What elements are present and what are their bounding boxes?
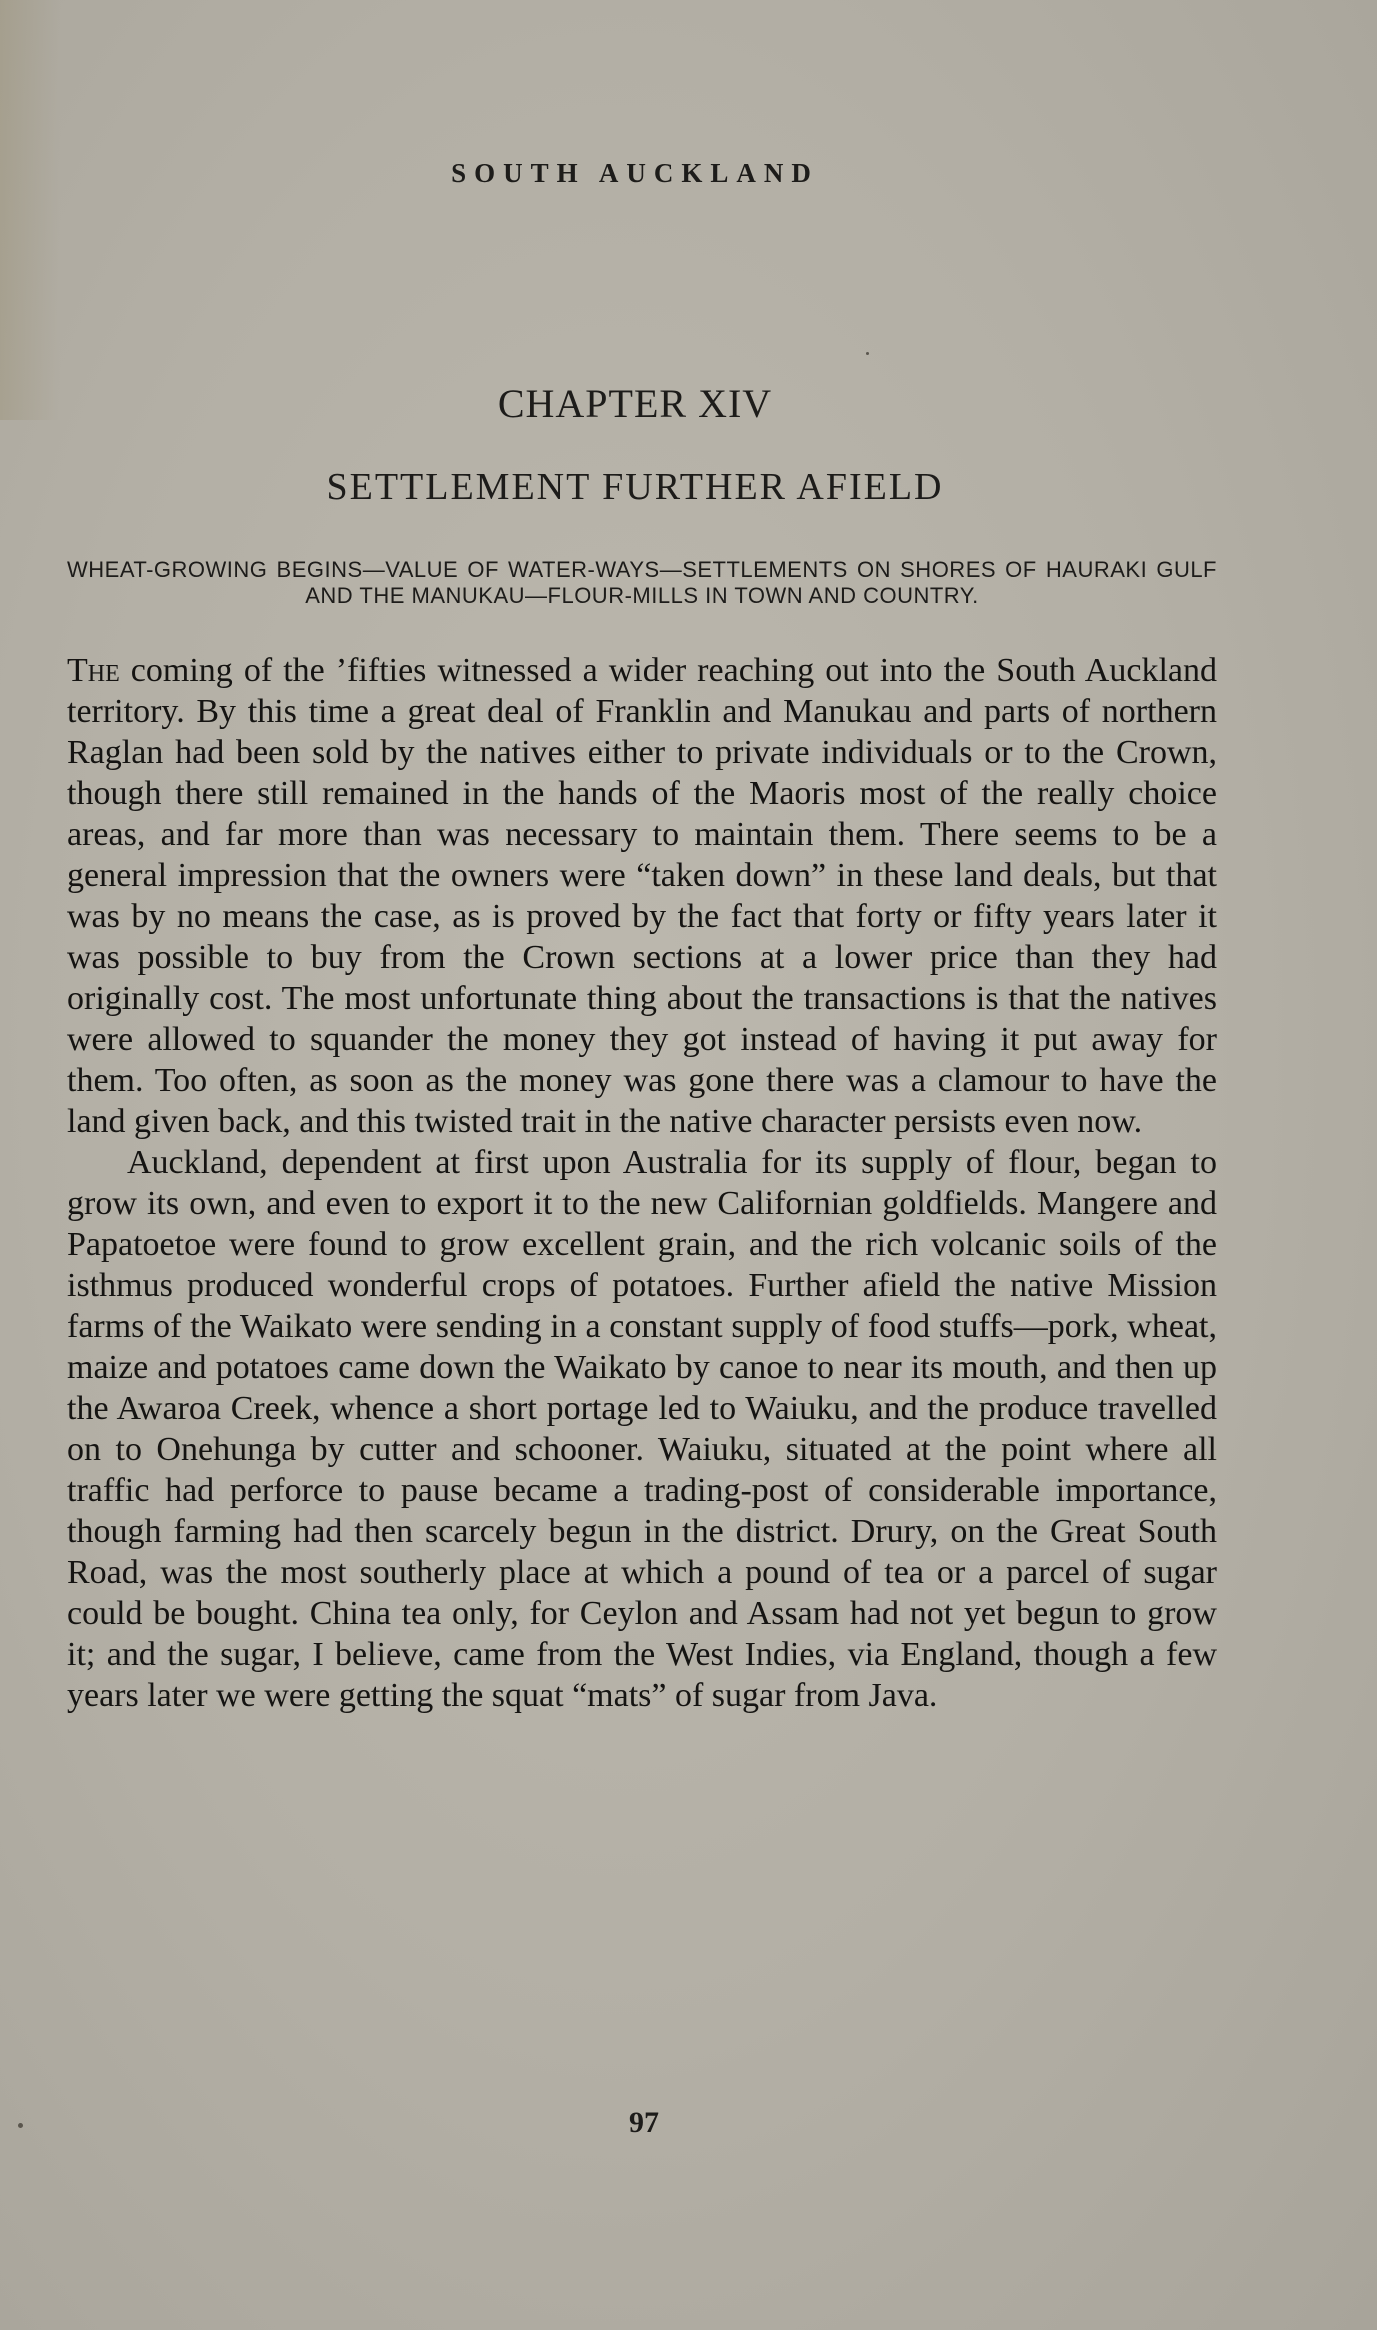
paragraph-1-text: coming of the ’fifties witnessed a wider reaching out into the South Auckland territory. By this time a great deal of Franklin and Manukau and parts of northern Raglan had been sold by the natives either to private individuals or to the Crown, though there still remained in the hands of the Maoris most of the really choice areas, and far more than was necessary to maintain them. There seems to be a general impression that the owners were “taken down” in these land deals, but that was by no means the case, as is proved by the fact that forty or fifty years later it was possible to buy from the Crown sections at a lower price than they had originally cost. The most unfortunate thing about the transactions is that the natives were allowed to squander the money they got instead of having it put away for them. Too often, as soon as the money was gone there was a clamour to have the land given back, and this twisted trait in the native character persists even now.	[67, 652, 1217, 1140]
body-text	[67, 650, 1217, 1716]
chapter-subtitle: SETTLEMENT FURTHER AFIELD	[326, 466, 944, 508]
page-number: 97	[629, 2106, 659, 2139]
chapter-title: CHAPTER XIV	[497, 381, 773, 426]
speck	[866, 352, 869, 355]
paragraph-2: Auckland, dependent at first upon Australia for its supply of flour, began to grow its own, and even to export it to the new Californian goldfields. Mangere and Papatoetoe were found to grow excellent grain, and the rich volcanic soils of the isthmus produced wonderful crops of potatoes. Further afield the native Mission farms of the Waikato were sending in a constant supply of food stuffs—pork, wheat, maize and potatoes came down the Waikato by canoe to near its mouth, and then up the Awaroa Creek, whence a short portage led to Waiuku, and the produce travelled on to Onehunga by cutter and schooner. Waiuku, situated at the point where all traffic had perforce to pause became a trading-post of considerable importance, though farming had then scarcely begun in the district. Drury, on the Great South Road, was the most southerly place at which a pound of tea or a parcel of sugar could be bought. China tea only, for Ceylon and Assam had not yet begun to grow it; and the sugar, I believe, came from the West Indies, via England, though a few years later we were getting the squat “mats” of sugar from Java.	[67, 1144, 1217, 1714]
chapter-synopsis: WHEAT-GROWING BEGINS—VALUE OF WATER-WAYS—SETTLEMENTS ON SHORES OF HAURAKI GULF AND THE MANUKAU—FLOUR-MILLS IN TOWN AND COUNTRY.	[67, 557, 1217, 608]
paragraph-lead-word: The	[67, 652, 120, 689]
speck	[18, 2123, 23, 2128]
paragraph-1	[67, 650, 1217, 1142]
running-head: SOUTH AUCKLAND	[451, 158, 819, 188]
page-edge-stain	[0, 0, 60, 420]
